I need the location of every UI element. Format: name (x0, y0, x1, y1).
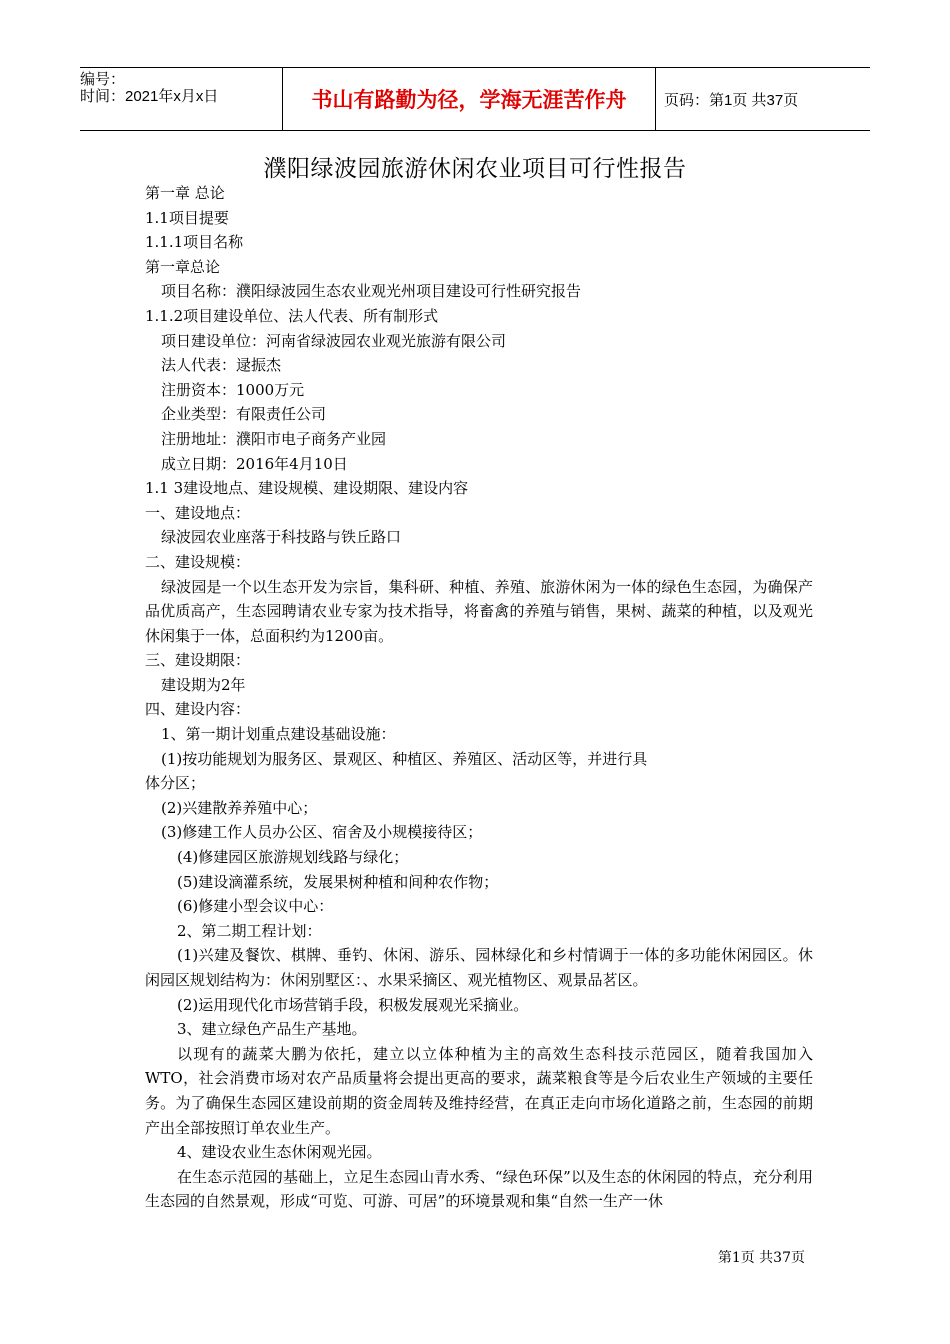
body-line: 2、第二期工程计划： (177, 921, 322, 940)
header-page-info: 页码：第1页 共37页 (664, 91, 799, 109)
paragraph-text: 以现有的蔬菜大鹏为依托，建立以立体种植为主的高效生态科技示范园区，随着我国加入WTO，社会消费市场对农产品质量将会提出更高的要求，蔬菜粮食等是今后农业生产领域的主要任务。为了确保生态园区建设前期的资金周转及维持经营，在真正走向市场化道路之前，生态园的前期产出全部按照订单农业生产。 (145, 1044, 813, 1137)
chapter-heading: 第一章 总论 (145, 184, 225, 202)
page-footer: 第1页 共37页 (717, 1250, 805, 1266)
list-item: (2)兴建散养养殖中心； (161, 798, 318, 817)
body-line: 注册地址：濮阳市电子商务产业园 (161, 429, 387, 448)
body-line: 绿波园农业座落于科技路与铁丘路口 (161, 528, 402, 547)
document-title: 濮阳绿波园旅游休闲农业项目可行性报告 (263, 156, 687, 182)
body-line: 项日建设单位：河南省绿波园农业观光旅游有限公司 (161, 331, 507, 350)
header-motto: 书山有路勤为径，学海无涯苦作舟 (282, 68, 656, 130)
paragraph-text: (1)兴建及餐饮、棋牌、垂钓、休闲、游乐、园林绿化和乡村情调于一体的多功能休闲园区。休闲园区规划结构为：休闲别墅区：、水果采摘区、观光植物区、观景品茗区。 (145, 946, 813, 989)
paragraph-text: 绿波园是一个以生态开发为宗旨，集科研、种植、养殖、旅游休闲为一体的绿色生态园，为确保产品优质高产，生态园聘请农业专家为技术指导，将畜禽的养殖与销售，果树、蔬菜的种植，以及观光休闲集于一体，总面积约为1200亩。 (145, 577, 813, 645)
body-paragraph (145, 1042, 813, 1140)
list-heading: 二、建设规模： (145, 552, 251, 571)
document-number-label: 编号： (80, 71, 126, 88)
body-line: 4、建设农业生态休闲观光园。 (177, 1143, 382, 1162)
subsection-heading: 1.1 3建设地点、建设规模、建设期限、建设内容 (145, 479, 469, 498)
list-heading: 一、建设地点： (145, 503, 251, 522)
body-line: 企业类型：有限责任公司 (161, 405, 327, 424)
body-line: 3、建立绿色产品生产基地。 (177, 1020, 367, 1039)
paragraph-text: 在生态示范园的基础上，立足生态园山青水秀、“绿色环保”以及生态的休闲园的特点，充分利用生态园的自然景观，形成“可览、可游、可居”的环境景观和集“自然一生产一休 (145, 1167, 813, 1211)
list-item-continuation: 体分区； (145, 774, 206, 793)
list-item: (2)运用现代化市场营销手段，积极发展观光采摘业。 (177, 995, 529, 1014)
list-heading: 三、建设期限： (145, 651, 251, 670)
body-line: 建设期为2年 (161, 675, 246, 694)
body-paragraph (145, 575, 813, 649)
list-item: (5)建设滴灌系统，发展果树种植和间种农作物； (177, 872, 499, 891)
list-item: (4)修建园区旅游规划线路与绿化； (177, 848, 409, 867)
body-line: 成立日期：2016年4月10日 (161, 454, 348, 473)
document-time-label: 时间：2021年x月x日 (80, 88, 219, 105)
subsection-heading: 1.1.1项目名称 (145, 233, 244, 252)
header-meta (80, 68, 282, 130)
list-item: (6)修建小型会议中心： (177, 897, 334, 916)
section-heading: 1.1项目提要 (145, 208, 229, 227)
subsection-heading: 1.1.2项目建设单位、法人代表、所有制形式 (145, 306, 439, 325)
list-item: (1)按功能规划为服务区、景观区、种植区、养殖区、活动区等，并进行具 (161, 749, 648, 768)
chapter-heading: 第一章总论 (145, 257, 221, 276)
body-line: 法人代表：逯振杰 (161, 356, 282, 375)
body-paragraph (145, 1165, 813, 1214)
body-paragraph (145, 943, 813, 992)
body-line: 1、第一期计划重点建设基础设施： (161, 725, 396, 744)
list-item: (3)修建工作人员办公区、宿舍及小规模接待区； (161, 823, 483, 842)
page-header (80, 67, 870, 131)
list-heading: 四、建设内容： (145, 700, 251, 719)
body-line: 注册资本：1000万元 (161, 380, 305, 399)
body-line: 项目名称：濮阳绿波园生态农业观光州项目建设可行性研究报告 (161, 282, 582, 301)
document-body (145, 181, 813, 1214)
